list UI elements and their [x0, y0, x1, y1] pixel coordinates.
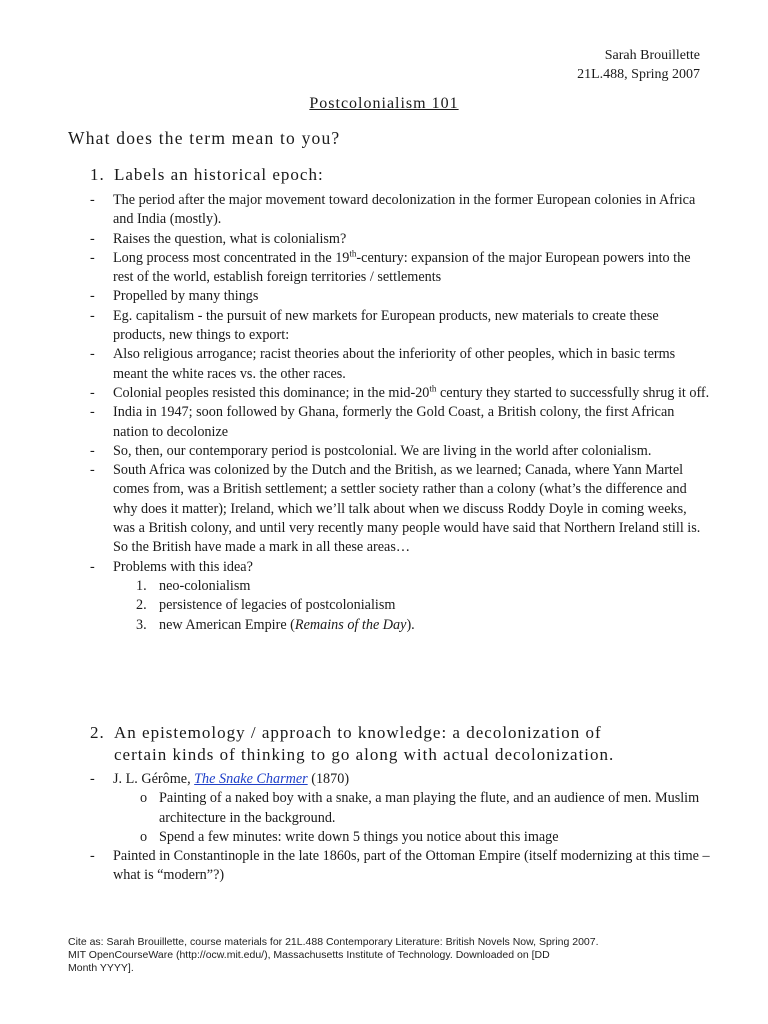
list-item: 1. neo-colonialism	[136, 577, 251, 594]
section-1-bullets	[90, 191, 710, 635]
section-2-bullets	[90, 770, 710, 886]
page-title: Postcolonialism 101	[309, 95, 459, 112]
painting-notes	[113, 789, 710, 847]
list-item: - South Africa was colonized by the Dutch and the British, as we learned; Canada, where Yann Martel comes from, was a British settlement; a settler society rather than a colony (what’s the difference and why does it matter); Ireland, which we’ll talk about when we discuss Roddy Doyle in coming weeks, was a British colony, and until very recently many people would have said that Northern Ireland still is. So the British have made a mark in all these areas…	[90, 462, 701, 556]
citation-line: Month YYYY].	[68, 962, 134, 974]
list-item: 2. persistence of legacies of postcolonialism	[136, 597, 396, 614]
citation-line: Cite as: Sarah Brouillette, course materials for 21L.488 Contemporary Literature: British Novels Now, Spring 2007.	[68, 936, 599, 948]
list-item: - Long process most concentrated in the 19th-century: expansion of the major European powers into the rest of the world, establish foreign territories / settlements	[90, 248, 691, 286]
list-item: 3. new American Empire (Remains of the Day).	[136, 616, 415, 633]
section-2-title-line1: An epistemology / approach to knowledge: a decolonization of	[114, 723, 602, 742]
section-1-number: 1.	[90, 165, 105, 184]
section-1-heading	[90, 164, 324, 186]
section-2-heading	[90, 722, 614, 766]
list-item: - The period after the major movement toward decolonization in the former European colonies in Africa and India (mostly).	[90, 192, 696, 228]
citation-footer	[68, 936, 748, 975]
list-item: o Painting of a naked boy with a snake, a man playing the flute, and an audience of men. Muslim architecture in the background.	[140, 790, 700, 826]
snake-charmer-link[interactable]: The Snake Charmer	[194, 771, 308, 787]
list-item: - India in 1947; soon followed by Ghana, formerly the Gold Coast, a British colony, the first African nation to decolonize	[90, 404, 675, 440]
lead-question: What does the term mean to you?	[68, 128, 341, 148]
list-item: - Also religious arrogance; racist theories about the inferiority of other peoples, which in basic terms meant the white races vs. the other races.	[90, 346, 676, 382]
document-header	[577, 46, 700, 84]
list-item: - Painted in Constantinople in the late 1860s, part of the Ottoman Empire (itself modernizing at this time – what is “modern”?)	[90, 848, 710, 884]
list-item: - Colonial peoples resisted this dominance; in the mid-20th century they started to successfully shrug it off.	[90, 383, 710, 401]
list-item: - Problems with this idea? 1. neo-colonialism 2. persistence of legacies of postcolonialism 3. new American Empire (Remains of the Day).	[90, 558, 710, 635]
list-item: - So, then, our contemporary period is postcolonial. We are living in the world after colonialism.	[90, 442, 652, 459]
author-name: Sarah Brouillette	[604, 48, 700, 63]
course-info: 21L.488, Spring 2007	[577, 67, 700, 82]
list-item: - Propelled by many things	[90, 288, 259, 305]
list-item: o Spend a few minutes: write down 5 things you notice about this image	[140, 828, 559, 845]
section-2-number: 2.	[90, 723, 105, 742]
citation-line: MIT OpenCourseWare (http://ocw.mit.edu/), Massachusetts Institute of Technology. Downloaded on [DD	[68, 949, 550, 961]
section-1-title: Labels an historical epoch:	[114, 165, 324, 184]
section-2-title-line2: certain kinds of thinking to go along with actual decolonization.	[114, 745, 615, 764]
list-item: - Eg. capitalism - the pursuit of new markets for European products, new materials to create these products, new things to export:	[90, 307, 659, 344]
list-item: - J. L. Gérôme, The Snake Charmer (1870) o Painting of a naked boy with a snake, a man playing the flute, and an audience of men. Muslim architecture in the background. o Spend a few minutes: write down 5 things you notice about this image	[90, 770, 710, 847]
list-item: - Raises the question, what is colonialism?	[90, 230, 347, 247]
problems-list	[113, 577, 710, 635]
